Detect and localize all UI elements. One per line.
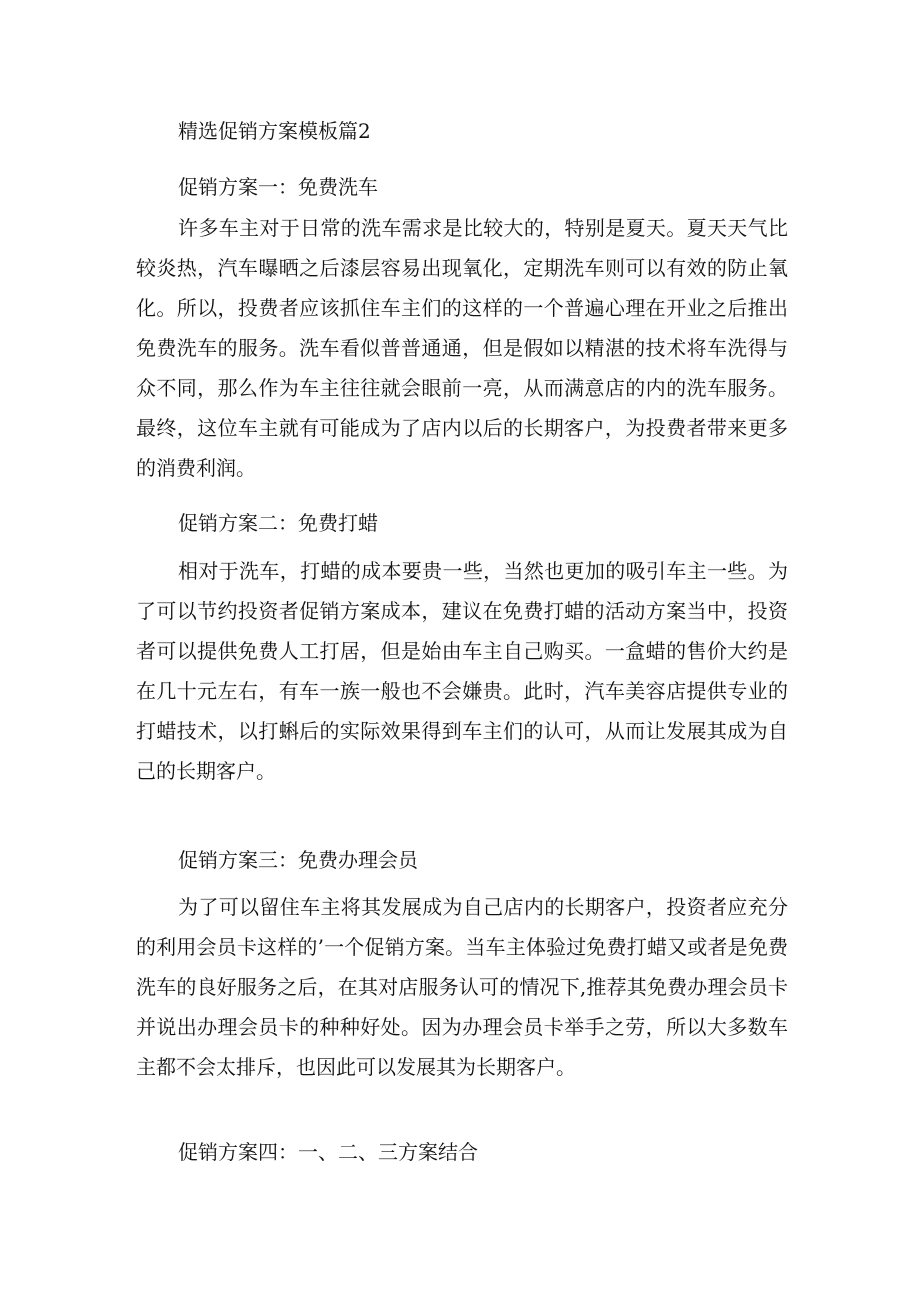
section-3-heading: 促销方案三：免费办理会员 xyxy=(178,848,418,872)
section-1-heading: 促销方案一：免费洗车 xyxy=(178,175,378,199)
section-2-heading: 促销方案二：免费打蜡 xyxy=(178,511,378,535)
section-1-paragraph: 许多车主对于日常的洗车需求是比较大的，特别是夏天。夏天天气比较炎热，汽车曝晒之后漆层容易出现氧化，定期洗车则可以有效的防止氧化。所以，投费者应该抓住车主们的这样的一个普遍心理在开业之后推出免费洗车的服务。洗车看似普普通通，但是假如以精湛的技术将车洗得与众不同，那么作为车主往往就会眼前一亮，从而满意店的内的洗车服务。最终，这位车主就有可能成为了店内以后的长期客户，为投费者带来更多的消费利润。 xyxy=(136,216,788,480)
section-2-paragraph: 相对于洗车，打蜡的成本要贵一些，当然也更加的吸引车主一些。为了可以节约投资者促销方案成本，建议在免费打蜡的活动方案当中，投资者可以提供免费人工打居，但是始由车主自己购买。一盒蜡的售价大约是在几十元左右，有车一族一般也不会嫌贵。此时，汽车美容店提供专业的打蜡技术，以打蝌后的实际效果得到车主们的认可，从而让发展其成为自己的长期客户。 xyxy=(136,559,788,783)
document-title: 精选促销方案模板篇2 xyxy=(178,119,371,143)
section-4-heading: 促销方案四：一、二、三方案结合 xyxy=(178,1140,478,1164)
section-3-paragraph: 为了可以留住车主将其发展成为自己店内的长期客户，投资者应充分的利用会员卡这样的’一个促销方案。当车主体验过免费打蜡又或者是免费洗车的良好服务之后，在其对店服务认可的情况下,推荐其免费办理会员卡并说出办理会员卡的种种好处。因为办理会员卡举手之劳，所以大多数车主都不会太排斥，也因此可以发展其为长期客户。 xyxy=(136,895,788,1079)
